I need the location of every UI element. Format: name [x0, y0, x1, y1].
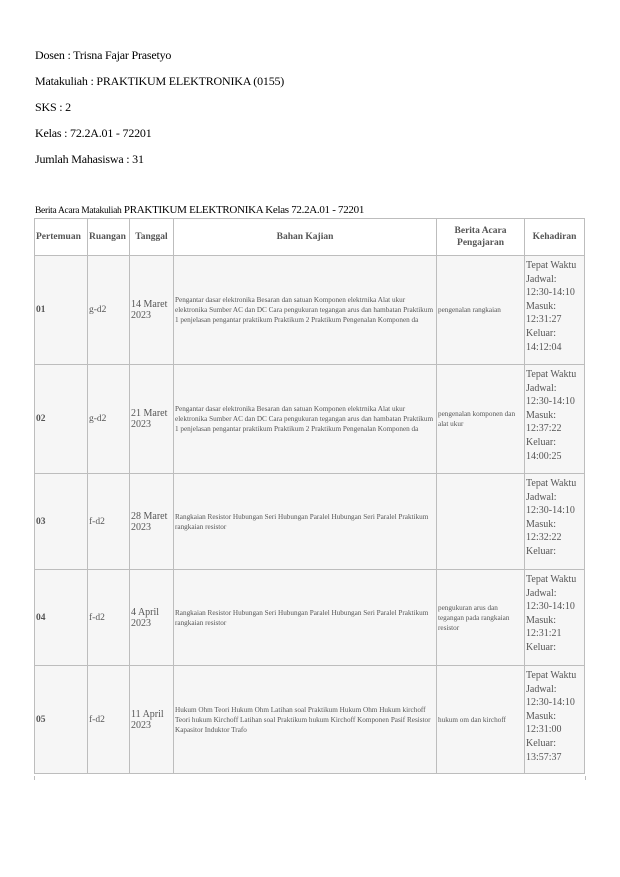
bahan-kajian-cell: Rangkaian Resistor Hubungan Seri Hubungan Paralel Hubungan Seri Paralel Praktikum rangkaian resistor: [174, 570, 437, 666]
masuk-label: Masuk:: [526, 614, 556, 626]
bahan-kajian-cell: Hukum Ohm Teori Hukum Ohm Latihan soal Praktikum Hukum Ohm Hukum kirchoff Teori hukum Kirchoff Latihan soal Praktikum hukum Kirchoff Komponen Pasif Resistor Kapasitor Induktor Trafo: [174, 666, 437, 774]
kehadiran-cell: [525, 256, 585, 365]
masuk-value: 12:31:00: [526, 724, 562, 736]
header-bahan-kajian: Bahan Kajian: [174, 219, 437, 256]
berita-acara-cell: pengenalan komponen dan alat ukur: [437, 365, 525, 474]
keluar-label: Keluar:: [526, 737, 556, 749]
jadwal-label: Jadwal:: [526, 683, 557, 695]
ruangan-cell: g-d2: [88, 365, 130, 474]
kehadiran-cell: [525, 570, 585, 666]
pertemuan-cell: 04: [35, 570, 88, 666]
masuk-value: 12:31:27: [526, 314, 562, 326]
table-row: [35, 256, 585, 365]
matakuliah-line: Matakuliah : PRAKTIKUM ELEKTRONIKA (0155): [35, 74, 285, 88]
bahan-kajian-cell: Rangkaian Resistor Hubungan Seri Hubungan Paralel Hubungan Seri Paralel Praktikum rangkaian resistor: [174, 474, 437, 570]
tanggal-cell: 4 April 2023: [130, 570, 174, 666]
table-row: [35, 666, 585, 774]
berita-acara-cell: pengenalan rangkaian: [437, 256, 525, 365]
tanggal-cell: 28 Maret 2023: [130, 474, 174, 570]
caption-title: PRAKTIKUM ELEKTRONIKA Kelas 72.2A.01 - 72201: [121, 204, 365, 216]
jadwal-value: 12:30-14:10: [526, 697, 575, 709]
ruangan-cell: f-d2: [88, 666, 130, 774]
jadwal-label: Jadwal:: [526, 382, 557, 394]
header-pertemuan: Pertemuan: [35, 219, 88, 256]
jadwal-value: 12:30-14:10: [526, 287, 575, 299]
dosen-line: Dosen : Trisna Fajar Prasetyo: [35, 48, 172, 62]
masuk-label: Masuk:: [526, 710, 556, 722]
jumlah-mahasiswa-line: Jumlah Mahasiswa : 31: [35, 152, 144, 166]
kehadiran-cell: [525, 365, 585, 474]
header-kehadiran: Kehadiran: [525, 219, 585, 256]
caption-prefix: Berita Acara Matakuliah: [35, 206, 122, 216]
masuk-label: Masuk:: [526, 300, 556, 312]
kehadiran-status: Tepat Waktu: [526, 369, 577, 380]
jadwal-label: Jadwal:: [526, 587, 557, 599]
tanggal-cell: 21 Maret 2023: [130, 365, 174, 474]
berita-acara-table: [34, 218, 585, 774]
masuk-label: Masuk:: [526, 518, 556, 530]
jadwal-label: Jadwal:: [526, 491, 557, 503]
kehadiran-status: Tepat Waktu: [526, 260, 577, 271]
ruangan-cell: f-d2: [88, 474, 130, 570]
pertemuan-cell: 05: [35, 666, 88, 774]
jadwal-value: 12:30-14:10: [526, 505, 575, 517]
table-row: [35, 570, 585, 666]
bahan-kajian-cell: Pengantar dasar elektronika Besaran dan satuan Komponen elektrnika Alat ukur elektronika Sumber AC dan DC Cara pengukuran tegangan arus dan hambatan Praktikum 1 penjelasan pengantar praktikum Praktikum 2 Praktikum Pengenalan Komponen da: [174, 365, 437, 474]
kehadiran-status: Tepat Waktu: [526, 478, 577, 489]
table-header-row: [35, 219, 585, 256]
keluar-value: 14:12:04: [526, 341, 562, 353]
masuk-label: Masuk:: [526, 409, 556, 421]
header-ruangan: Ruangan: [88, 219, 130, 256]
jadwal-label: Jadwal:: [526, 273, 557, 285]
keluar-label: Keluar:: [526, 545, 556, 557]
kehadiran-cell: [525, 474, 585, 570]
kehadiran-cell: [525, 666, 585, 774]
keluar-value: 13:57:37: [526, 751, 562, 763]
ruangan-cell: f-d2: [88, 570, 130, 666]
berita-acara-cell: [437, 474, 525, 570]
table-row: [35, 365, 585, 474]
masuk-value: 12:31:21: [526, 628, 562, 640]
table-row: [35, 474, 585, 570]
pertemuan-cell: 01: [35, 256, 88, 365]
masuk-value: 12:32:22: [526, 532, 562, 544]
keluar-label: Keluar:: [526, 327, 556, 339]
berita-acara-cell: pengukuran arus dan tegangan pada rangkaian resistor: [437, 570, 525, 666]
pertemuan-cell: 02: [35, 365, 88, 474]
bahan-kajian-cell: Pengantar dasar elektronika Besaran dan satuan Komponen elektrnika Alat ukur elektronika Sumber AC dan DC Cara pengukuran tegangan arus dan hambatan Praktikum 1 penjelasan pengantar praktikum Praktikum 2 Praktikum Pengenalan Komponen da: [174, 256, 437, 365]
pertemuan-cell: 03: [35, 474, 88, 570]
jadwal-value: 12:30-14:10: [526, 601, 575, 613]
ruangan-cell: g-d2: [88, 256, 130, 365]
kehadiran-status: Tepat Waktu: [526, 574, 577, 585]
kelas-line: Kelas : 72.2A.01 - 72201: [35, 126, 152, 140]
table-continuation: [34, 776, 586, 780]
tanggal-cell: 14 Maret 2023: [130, 256, 174, 365]
sks-line: SKS : 2: [35, 100, 71, 114]
berita-acara-cell: hukum om dan kirchoff: [437, 666, 525, 774]
keluar-value: 14:00:25: [526, 450, 562, 462]
header-berita-acara: Berita Acara Pengajaran: [437, 219, 525, 256]
kehadiran-status: Tepat Waktu: [526, 670, 577, 681]
header-tanggal: Tanggal: [130, 219, 174, 256]
keluar-label: Keluar:: [526, 436, 556, 448]
tanggal-cell: 11 April 2023: [130, 666, 174, 774]
masuk-value: 12:37:22: [526, 423, 562, 435]
keluar-label: Keluar:: [526, 641, 556, 653]
jadwal-value: 12:30-14:10: [526, 396, 575, 408]
table-caption: [35, 204, 364, 216]
